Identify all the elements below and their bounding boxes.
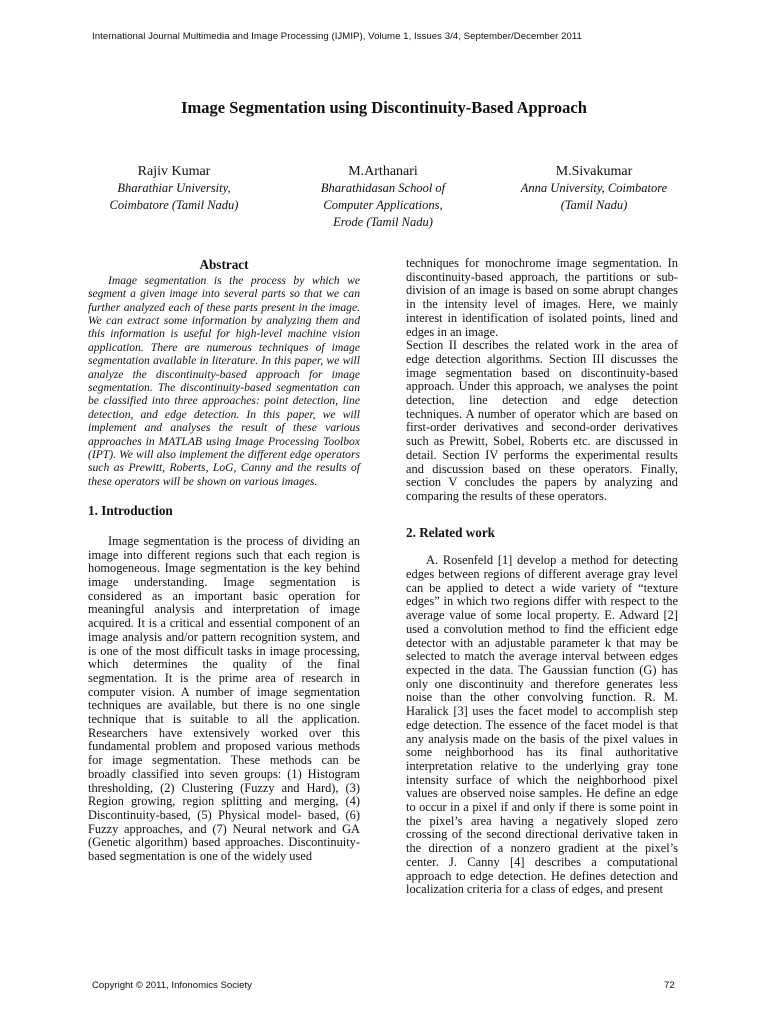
author-name: M.Arthanari xyxy=(348,164,418,179)
author-affiliation-line: Computer Applications, xyxy=(323,198,443,212)
author-name: Rajiv Kumar xyxy=(137,164,211,179)
author-block-2 xyxy=(283,163,483,231)
paper-outline-text: Section II describes the related work in the area of edge detection algorithms. Section III discusses the image segmentation based on discontinuity-based approach. Under this approach, we analyses the point detection, line detection and edge detection techniques. A number of operator which are based on first-order derivatives and second-order derivatives such as Prewitt, Sobel, Roberts etc. are discussed in detail. Section IV performs the experimental results and discussion based on these operators. Finally, section V concludes the papers by analyzing and comparing the results of these operators. xyxy=(406,338,678,503)
right-column xyxy=(406,257,678,897)
related-work-text: A. Rosenfeld [1] develop a method for detecting edges between regions of different average gray level can be applied to detect a wide variety of “texture edges” in which two regions differ with respect to the average value of some local property. E. Adward [2] used a convolution method to find the efficient edge detector with an adjustable parameter k that may be selected to match the average interval between edges expected in the data. The Gaussian function (G) has only one discontinuity and therefore generates less noise than the other convolving function. R. M. Haralick [3] uses the facet model to accomplish step edge detection. The essence of the facet model is that any analysis made on the basis of the pixel values in some neighborhood has its final authoritative interpretation relative to the underlying gray tone intensity surface of which the neighborhood pixel values are observed noise samples. He define an edge to occur in a pixel if and only if there is some point in the pixel’s area having a negatively sloped zero crossing of the second directional derivative taken in the direction of a nonzero gradient at the pixel’s center. J. Canny [4] describes a computational approach to edge detection. He defines detection and localization criteria for a class of edges, and present xyxy=(406,553,678,897)
footer-copyright: Copyright © 2011, Infonomics Society xyxy=(92,980,252,991)
author-block-1 xyxy=(74,163,274,214)
author-affiliation-line: Erode (Tamil Nadu) xyxy=(333,215,433,229)
related-work-heading: 2. Related work xyxy=(406,524,496,540)
paper-title: Image Segmentation using Discontinuity-Based Approach xyxy=(181,98,587,117)
page-number: 72 xyxy=(664,980,675,991)
author-block-3 xyxy=(494,163,694,214)
journal-header: International Journal Multimedia and Image Processing (IJMIP), Volume 1, Issues 3/4, September/December 2011 xyxy=(92,31,582,42)
author-affiliation-line: Anna University, Coimbatore xyxy=(520,181,668,195)
author-affiliation-line: Bharathidasan School of xyxy=(320,181,446,195)
introduction-heading: 1. Introduction xyxy=(88,503,173,519)
left-column xyxy=(88,258,360,864)
author-affiliation-line: Coimbatore (Tamil Nadu) xyxy=(109,198,239,212)
author-name: M.Sivakumar xyxy=(555,164,633,179)
introduction-continued-text: techniques for monochrome image segmentation. In discontinuity-based approach, the partitions or sub-division of an image is based on some abrupt changes in the intensity level of images. Here, we mainly interest in identification of isolated points, lined and edges in an image. xyxy=(406,256,678,339)
abstract-heading: Abstract xyxy=(199,257,249,272)
abstract-text: Image segmentation is the process by which we segment a given image into several parts so that we can further analyzed each of these parts present in the image. We can extract some information by analyzing them and this information is useful for high-level machine vision application. There are numerous techniques of image segmentation available in literature. In this paper, we will analyze the discontinuity-based approach for image segmentation. The discontinuity-based segmentation can be classified into three approaches: point detection, line detection, and edge detection. In this paper, we will implement and analyses the result of these various approaches in MATLAB using Image Processing Toolbox (IPT). We will also implement the different edge operators such as Prewitt, Roberts, LoG, Canny and the results of these operators will be shown on various images. xyxy=(88,273,360,488)
introduction-text: Image segmentation is the process of dividing an image into different regions such that each region is homogeneous. Image segmentation is the key behind image understanding. Image segmentation is considered as an important basic operation for meaningful analysis and interpretation of image acquired. It is a critical and essential component of an image analysis and/or pattern recognition system, and is one of the most difficult tasks in image processing, which determines the quality of the final segmentation. It is the prime area of research in computer vision. A number of image segmentation techniques are available, but there is no one single technique that is suitable to all the application. Researchers have extensively worked over this fundamental problem and proposed various methods for image segmentation. These methods can be broadly classified into seven groups: (1) Histogram thresholding, (2) Clustering (Fuzzy and Hard), (3) Region growing, region splitting and merging, (4) Discontinuity-based, (5) Physical model- based, (6) Fuzzy approaches, and (7) Neural network and GA (Genetic algorithm) based approaches. Discontinuity-based segmentation is one of the widely used xyxy=(88,533,360,864)
author-affiliation-line: Bharathiar University, xyxy=(117,181,231,195)
author-affiliation-line: (Tamil Nadu) xyxy=(560,198,628,212)
